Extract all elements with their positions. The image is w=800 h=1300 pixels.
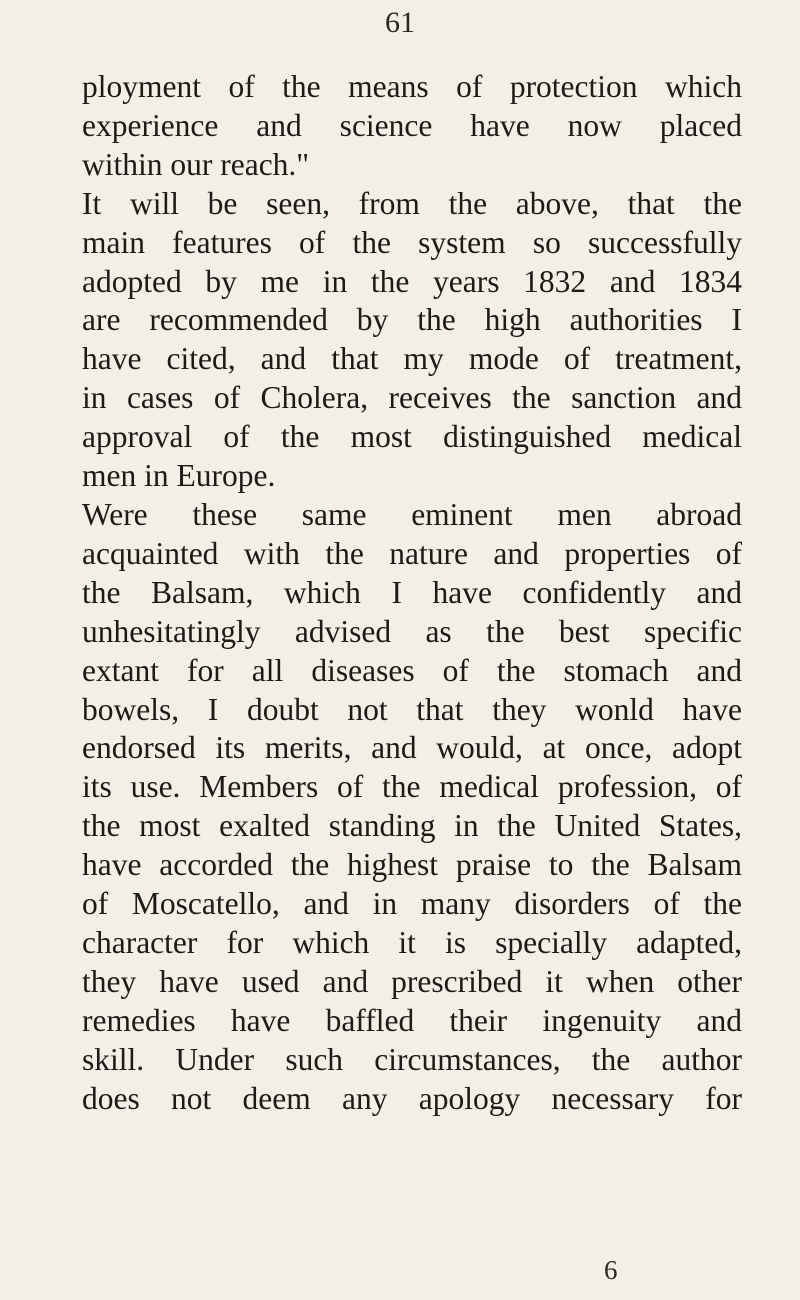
text-line: It will be seen, from the above, that the bbox=[82, 185, 742, 221]
text-line: the Balsam, which I have confidently and bbox=[82, 574, 742, 610]
text-line: skill. Under such circumstances, the author bbox=[82, 1041, 742, 1077]
signature-mark: 6 bbox=[604, 1255, 618, 1285]
text-line: Were these same eminent men abroad bbox=[82, 496, 742, 532]
text-line: experience and science have now placed bbox=[82, 107, 742, 143]
text-line: adopted by me in the years 1832 and 1834 bbox=[82, 263, 742, 299]
text-line: ployment of the means of protection which bbox=[82, 69, 742, 104]
text-line: are recommended by the high authorities I bbox=[82, 302, 742, 338]
text-line: remedies have baffled their ingenuity and bbox=[82, 1002, 742, 1038]
text-line: main features of the system so successfully bbox=[82, 224, 742, 260]
text-line: does not deem any apology necessary for bbox=[82, 1080, 742, 1116]
text-line: men in Europe. bbox=[82, 458, 276, 494]
text-line: the most exalted standing in the United States, bbox=[82, 808, 742, 844]
text-line: in cases of Cholera, receives the sanction and bbox=[82, 380, 742, 416]
text-line: within our reach." bbox=[82, 146, 310, 182]
text-line: have cited, and that my mode of treatment, bbox=[82, 341, 742, 377]
page-number: 61 bbox=[385, 6, 415, 39]
text-line: endorsed its merits, and would, at once, adopt bbox=[82, 730, 742, 766]
text-line: of Moscatello, and in many disorders of the bbox=[82, 886, 742, 922]
text-line: approval of the most distinguished medical bbox=[82, 419, 742, 455]
text-line: have accorded the highest praise to the Balsam bbox=[82, 847, 742, 883]
text-line: they have used and prescribed it when other bbox=[82, 963, 742, 999]
text-line: character for which it is specially adapted, bbox=[82, 924, 742, 960]
text-line: its use. Members of the medical profession, of bbox=[82, 769, 742, 805]
text-line: unhesitatingly advised as the best specific bbox=[82, 613, 742, 649]
text-line: extant for all diseases of the stomach and bbox=[82, 652, 742, 688]
body-text bbox=[82, 68, 742, 1118]
text-line: acquainted with the nature and properties of bbox=[82, 535, 742, 571]
text-line: bowels, I doubt not that they wonld have bbox=[82, 691, 742, 727]
